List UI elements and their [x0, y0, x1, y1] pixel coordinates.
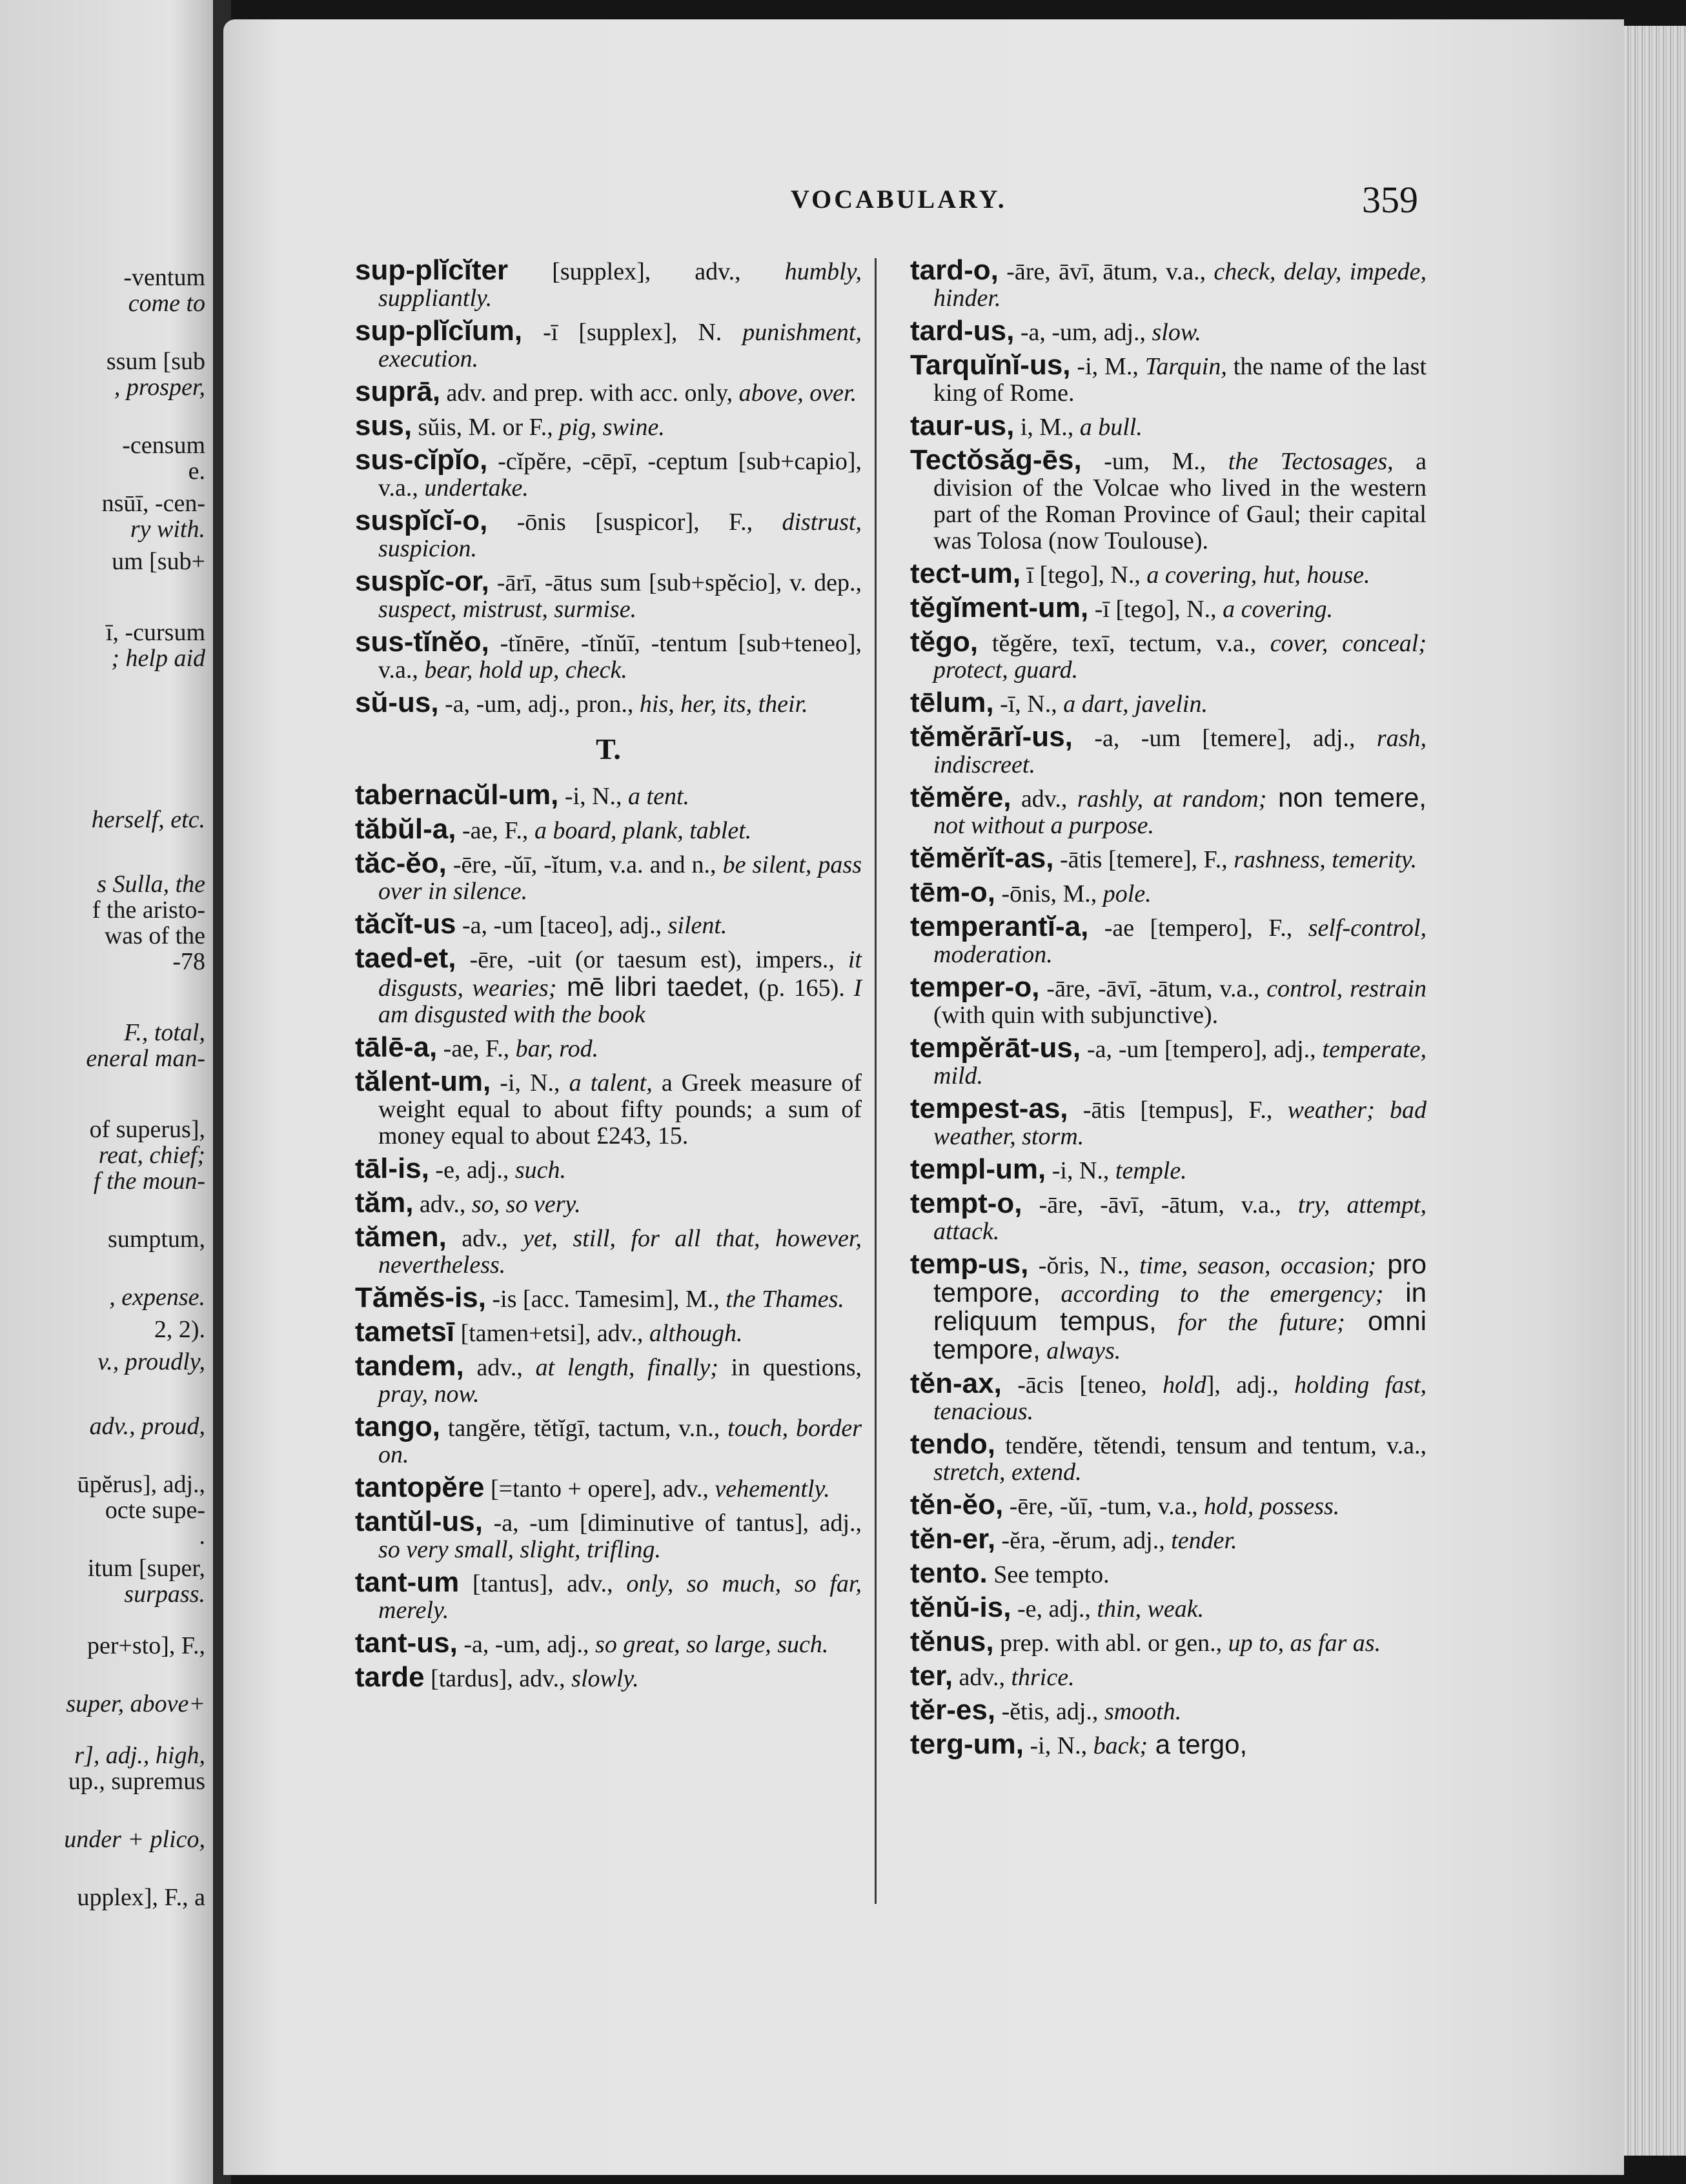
grammar-info: -tĭnēre, -tĭnŭī, -tentum [sub+teneo], v.a., [378, 630, 862, 683]
translation: tender. [1171, 1527, 1237, 1554]
headword: Tămĕs-is, [355, 1282, 486, 1313]
dictionary-entry [910, 1557, 1427, 1589]
headword: tantŭl-us, [355, 1506, 483, 1537]
headword: terg-um, [910, 1728, 1024, 1760]
grammar-info: -a, -um, adj., [1014, 319, 1152, 346]
headword: tant-us, [355, 1627, 458, 1659]
grammar-info: -i, M., [1070, 353, 1145, 380]
grammar-info: -e, adj., [429, 1157, 515, 1184]
dictionary-entry [910, 876, 1427, 908]
translation: the Thames. [726, 1286, 844, 1313]
translation: such. [514, 1157, 567, 1184]
headword: Tectŏsăg-ēs, [910, 444, 1082, 476]
grammar-info: [tardus], adv., [424, 1665, 572, 1692]
dictionary-entry [355, 908, 862, 940]
grammar-info: -cĭpĕre, -cēpī, -ceptum [sub+capio], v.a., [378, 448, 862, 501]
dictionary-entry [910, 1491, 1427, 1520]
definition-text: ], adj., [1206, 1371, 1295, 1399]
left-page-text-line: upplex], F., a [77, 1884, 205, 1911]
translation: a covering, hut, house. [1146, 561, 1370, 589]
headword: sup-plĭcĭter [355, 254, 509, 286]
phrase: omni tempore, [933, 1306, 1427, 1364]
dictionary-entry [355, 1068, 862, 1149]
dictionary-entry [355, 1627, 862, 1659]
headword: tendo, [910, 1428, 995, 1460]
left-page-text-line: -ventum [123, 264, 205, 291]
dictionary-entry [355, 1508, 862, 1563]
dictionary-entry [355, 1031, 862, 1063]
grammar-info: adv., [413, 1191, 472, 1218]
left-page-text-line: octe supe- [105, 1497, 205, 1524]
translation: thrice. [1011, 1664, 1075, 1691]
translation: temperate, mild. [933, 1036, 1427, 1089]
headword: temp-us, [910, 1248, 1029, 1280]
left-page-text-line: v., proudly, [97, 1348, 205, 1375]
grammar-info: -ae, F., [456, 817, 534, 844]
translation: according to the emergency; [1040, 1280, 1384, 1308]
grammar-info: -ēre, -ŭī, -ĭtum, v.a. and n., [446, 851, 723, 878]
left-page-text-line: ī, -cursum [105, 619, 205, 646]
translation: suspect, mistrust, surmise. [378, 596, 637, 623]
dictionary-entry [355, 254, 862, 312]
headword: suspĭcĭ-o, [355, 505, 488, 536]
column-divider [875, 258, 877, 1904]
phrase: in reliquum tempus, [933, 1277, 1427, 1336]
dictionary-entry [355, 779, 862, 811]
headword: tametsī [355, 1316, 455, 1348]
left-page-text-line: eneral man- [86, 1045, 205, 1072]
headword: tard-us, [910, 315, 1015, 347]
translation: punishment, execution. [378, 319, 862, 372]
grammar-info: prep. with abl. or gen., [993, 1630, 1228, 1657]
headword: tēm-o, [910, 876, 995, 908]
headword: tect-um, [910, 558, 1021, 589]
headword: tĕn-ĕo, [910, 1489, 1004, 1521]
grammar-info: -ārī, -ātus sum [sub+spĕcio], v. dep., [489, 569, 862, 596]
left-page-text-line: super, above+ [66, 1690, 205, 1717]
headword: tĕn-ax, [910, 1368, 1002, 1399]
dictionary-entry [910, 1523, 1427, 1555]
translation: be silent, pass over in silence. [378, 851, 862, 905]
left-page-text-line: surpass. [124, 1581, 205, 1608]
grammar-info: -a, -um, adj., [457, 1631, 596, 1658]
grammar-info: [tantus], adv., [459, 1570, 627, 1597]
left-page-text-line: e. [188, 458, 205, 485]
translation: smooth. [1104, 1698, 1182, 1725]
translation: temple. [1115, 1157, 1187, 1184]
left-page-text-line: itum [super, [87, 1555, 205, 1582]
dictionary-entry [355, 412, 862, 441]
left-page-text-line: . [199, 1522, 205, 1550]
grammar-info: -ī, N., [993, 691, 1064, 718]
translation: humbly, suppliantly. [378, 258, 862, 312]
translation: Tarquin, [1144, 353, 1227, 380]
dictionary-entry [355, 813, 862, 845]
headword: taed-et, [355, 942, 456, 974]
left-page-text-line: herself, etc. [91, 806, 205, 833]
translation: at length, finally; [535, 1354, 718, 1381]
translation: stretch, extend. [933, 1459, 1082, 1486]
dictionary-entry [355, 626, 862, 683]
grammar-info: tĕgĕre, texī, tectum, v.a., [978, 630, 1270, 657]
translation: it disgusts, wearies; [378, 946, 862, 1002]
headword: tĕmĕrĭt-as, [910, 842, 1054, 874]
grammar-info: -ĕtis, adj., [995, 1698, 1104, 1725]
dictionary-entry [910, 560, 1427, 589]
dictionary-entry [355, 1566, 862, 1624]
dictionary-entry [910, 1660, 1427, 1692]
translation: rashly, at random; [1077, 785, 1267, 813]
left-page-text-line: s Sulla, the [97, 871, 205, 898]
left-page-text-line: f the moun- [93, 1168, 205, 1195]
headword: suprā, [355, 376, 441, 407]
translation: bar, rod. [515, 1035, 599, 1062]
grammar-info: -ōnis [suspicor], F., [487, 509, 782, 536]
headword: tālē-a, [355, 1031, 438, 1063]
dictionary-entry [910, 1694, 1427, 1726]
translation: bear, hold up, check. [424, 656, 627, 683]
dictionary-entry [910, 1728, 1427, 1760]
headword: templ-um, [910, 1153, 1046, 1185]
dictionary-entry [355, 1413, 862, 1468]
headword: tant-um [355, 1566, 460, 1598]
grammar-info: -ātis [temere], F., [1053, 846, 1234, 873]
grammar-info: -ēre, -uit (or taesum est), impers., [456, 946, 848, 973]
headword: tĕnŭ-is, [910, 1592, 1011, 1623]
translation: always. [1040, 1337, 1121, 1364]
headword: tantopĕre [355, 1471, 485, 1503]
left-page-text-line: was of the [104, 922, 205, 949]
headword: tēlum, [910, 687, 994, 718]
grammar-info: -e, adj., [1011, 1595, 1097, 1623]
translation: check, delay, impede, hinder. [933, 258, 1427, 312]
definition-text: (with quin with subjunctive). [933, 1002, 1219, 1029]
grammar-info: -ĕra, -ĕrum, adj., [995, 1527, 1172, 1554]
headword: tard-o, [910, 254, 999, 286]
translation: a covering. [1223, 596, 1334, 623]
left-page-text-line: nsūī, -cen- [101, 490, 205, 517]
headword: sus-tĭnĕo, [355, 626, 489, 658]
right-column [910, 254, 1427, 1765]
grammar-info: -ī [supplex], N. [522, 319, 743, 346]
headword: temperantĭ-a, [910, 911, 1089, 942]
translation: touch, border on. [378, 1415, 862, 1468]
section-letter: T. [596, 733, 621, 765]
grammar-info: -i, N., [558, 783, 629, 810]
grammar-info: i, M., [1014, 414, 1080, 441]
grammar-info: -i, N., [1046, 1157, 1115, 1184]
left-page-text-line: F., total, [124, 1019, 205, 1046]
headword: tăc-ĕo, [355, 847, 447, 879]
headword: tăcĭt-us [355, 908, 456, 940]
translation: above, over. [738, 379, 857, 407]
grammar-info: -ēre, -ŭī, -tum, v.a., [1003, 1493, 1204, 1520]
grammar-info: -āre, -āvī, -ātum, v.a., [1039, 975, 1267, 1002]
translation: a tent. [628, 783, 690, 810]
translation: so, so very. [471, 1191, 581, 1218]
headword: tĕn-er, [910, 1523, 996, 1555]
left-page-text-line: f the aristo- [92, 896, 205, 924]
headword: sŭ-us, [355, 687, 439, 718]
grammar-info: adv., [463, 1354, 536, 1381]
dictionary-entry [910, 1370, 1427, 1425]
translation: control, restrain [1266, 975, 1427, 1002]
dictionary-entry [355, 942, 862, 1028]
dictionary-entry [910, 1628, 1427, 1657]
dictionary-entry [355, 565, 862, 623]
left-column [355, 254, 862, 1698]
definition-text: a division of the Volcae who lived in the western part of the Roman Province of Gaul; their capital was Tolosa (now Toulouse). [933, 448, 1427, 554]
dictionary-entry [910, 1095, 1427, 1150]
grammar-info: -a, -um, adj., pron., [438, 691, 640, 718]
left-page-fragment [0, 0, 213, 2184]
left-page-text-line: ry with. [130, 516, 205, 543]
headword: tempest-as, [910, 1093, 1068, 1124]
translation: so great, so large, such. [595, 1631, 829, 1658]
grammar-info: -a, -um [diminutive of tantus], adj., [482, 1510, 862, 1537]
grammar-info: -ae, F., [437, 1035, 516, 1062]
grammar-info: [=tanto + opere], adv., [484, 1475, 715, 1502]
dictionary-entry [355, 1350, 862, 1408]
headword: tarde [355, 1661, 425, 1693]
headword: tĕr-es, [910, 1694, 996, 1726]
headword: temper-o, [910, 971, 1040, 1003]
grammar-info: tendĕre, tĕtendi, tensum and tentum, v.a., [995, 1432, 1427, 1459]
translation: vehemently. [715, 1475, 830, 1502]
dictionary-entry [910, 254, 1427, 312]
grammar-info: -a, -um [taceo], adj., [456, 912, 668, 939]
dictionary-entry [355, 507, 862, 562]
translation: not without a purpose. [933, 812, 1155, 839]
grammar-info: -āre, -āvī, -ātum, v.a., [1022, 1191, 1298, 1218]
grammar-info: -ŏris, N., [1028, 1252, 1140, 1279]
grammar-info: -ācis [teneo, [1001, 1371, 1163, 1399]
dictionary-entry [910, 1153, 1427, 1185]
dictionary-entry [355, 847, 862, 905]
dictionary-entry [910, 723, 1427, 778]
translation: although. [649, 1320, 743, 1347]
translation: hold [1163, 1371, 1206, 1399]
dictionary-entry [910, 349, 1427, 407]
translation: distrust, suspicion. [378, 509, 862, 562]
translation: the Tectosages, [1228, 448, 1394, 475]
dictionary-entry [355, 689, 862, 718]
headword: sus-cĭpĭo, [355, 444, 488, 476]
headword: tempt-o, [910, 1188, 1022, 1219]
dictionary-entry [910, 412, 1427, 441]
grammar-info: [tamen+etsi], adv., [454, 1320, 649, 1347]
definition-text: the name of the last king of Rome. [933, 353, 1427, 407]
left-page-text-line: r], adj., high, [74, 1742, 205, 1769]
headword: tălent-um, [355, 1066, 491, 1097]
grammar-info: -āre, āvī, ātum, v.a., [998, 258, 1214, 285]
left-page-text-line: come to [128, 290, 205, 317]
left-page-text-line: per+sto], F., [86, 1632, 205, 1659]
grammar-info: tangĕre, tĕtĭgī, tactum, v.n., [440, 1415, 728, 1442]
left-page-text-line: 2, 2). [154, 1316, 205, 1343]
dictionary-entry [910, 315, 1427, 347]
translation: pole. [1102, 880, 1152, 907]
left-page-text-line: -censum [122, 432, 205, 459]
left-page-text-line: ; help aid [111, 645, 205, 672]
headword: tāl-is, [355, 1153, 429, 1184]
headword: tăm, [355, 1187, 414, 1218]
translation: a talent, [569, 1069, 653, 1097]
grammar-info: -ī [tego], N., [1088, 596, 1223, 623]
page-edges [1624, 26, 1686, 2156]
headword: sup-plĭcĭum, [355, 315, 523, 347]
dictionary-entry [910, 594, 1427, 623]
headword: tento. [910, 1557, 988, 1589]
translation: silent. [667, 912, 727, 939]
dictionary-entry [355, 1661, 862, 1693]
grammar-info: -i, N., [1024, 1732, 1093, 1759]
grammar-info: ī [tego], N., [1021, 561, 1147, 589]
headword: taur-us, [910, 410, 1015, 441]
dictionary-entry [910, 1594, 1427, 1623]
dictionary-entry [910, 626, 1427, 683]
translation: slow. [1152, 319, 1201, 346]
page-number: 359 [1362, 179, 1418, 221]
translation: a dart, javelin. [1063, 691, 1208, 718]
dictionary-entry [910, 689, 1427, 718]
translation: rash, indiscreet. [933, 725, 1427, 778]
grammar-info: adv., [1011, 785, 1077, 813]
grammar-info: adv. and prep. with acc. only, [440, 379, 739, 407]
left-page-text-line: um [sub+ [112, 548, 205, 575]
dictionary-entry [910, 971, 1427, 1029]
dictionary-entry [355, 378, 862, 407]
dictionary-entry [910, 1248, 1427, 1364]
phrase: pro tempore, [933, 1249, 1427, 1308]
dictionary-entry [910, 784, 1427, 839]
translation: for the future; [1156, 1309, 1345, 1336]
translation: undertake. [424, 474, 529, 501]
grammar-info: adv., [446, 1225, 523, 1252]
translation: hold, possess. [1204, 1493, 1340, 1520]
left-page-text-line: -78 [172, 948, 205, 975]
headword: suspĭc-or, [355, 565, 489, 597]
headword: tĕgĭment-um, [910, 592, 1089, 623]
grammar-info: -um, M., [1081, 448, 1228, 475]
grammar-info: sŭis, M. or F., [412, 414, 560, 441]
grammar-info: -is [acc. Tamesim], M., [485, 1286, 726, 1313]
translation: pray, now. [378, 1380, 480, 1408]
grammar-info: -ōnis, M., [995, 880, 1103, 907]
translation: self-control, moderation. [933, 915, 1427, 968]
headword: sus, [355, 410, 412, 441]
dictionary-entry [910, 1428, 1427, 1486]
translation: pig, swine. [559, 414, 665, 441]
left-page-text-line: ssum [sub [106, 348, 205, 375]
translation: time, season, occasion; [1139, 1252, 1376, 1279]
translation: rashness, temerity. [1234, 846, 1417, 873]
translation: a board, plank, tablet. [534, 817, 752, 844]
dictionary-entry [355, 1221, 862, 1279]
dictionary-entry [910, 913, 1427, 968]
grammar-info: See tempto. [987, 1561, 1110, 1588]
dictionary-entry [355, 1189, 862, 1218]
headword: tĕnus, [910, 1626, 994, 1657]
dictionary-entry [355, 1316, 862, 1348]
grammar-info: -ātis [tempus], F., [1068, 1097, 1288, 1124]
translation: back; [1093, 1732, 1148, 1759]
grammar-info: -ae [tempero], F., [1088, 915, 1308, 942]
translation: thin, weak. [1097, 1595, 1204, 1623]
left-page-text-line: reat, chief; [98, 1142, 205, 1169]
headword: Tarquĭnĭ-us, [910, 349, 1071, 381]
headword: tĕmĕrārĭ-us, [910, 721, 1073, 753]
grammar-info: -a, -um [temere], adj., [1072, 725, 1377, 752]
running-title: VOCABULARY. [791, 185, 1007, 214]
left-page-text-line: up., supremus [68, 1768, 205, 1795]
left-page-text-line: of superus], [89, 1116, 205, 1143]
translation: a bull. [1079, 414, 1143, 441]
definition-text: a Greek measure of weight equal to about fifty pounds; a sum of money equal to about £243, 15. [378, 1069, 862, 1149]
translation: his, her, its, their. [639, 691, 808, 718]
dictionary-entry [355, 315, 862, 372]
grammar-info: -i, N., [491, 1069, 569, 1097]
headword: tămen, [355, 1221, 447, 1253]
translation: slowly. [571, 1665, 639, 1692]
dictionary-entry [910, 1190, 1427, 1245]
left-page-text-line: adv., proud, [89, 1413, 205, 1440]
left-page-text-line: ūpĕrus], adj., [77, 1471, 205, 1498]
translation: yet, still, for all that, however, nevertheless. [378, 1225, 862, 1279]
translation: try, attempt, attack. [933, 1191, 1427, 1245]
translation: only, so much, so far, merely. [378, 1570, 862, 1624]
grammar-info: adv., [953, 1664, 1011, 1691]
headword: tăbŭl-a, [355, 813, 456, 845]
dictionary-entry [355, 444, 862, 501]
headword: tango, [355, 1411, 440, 1442]
definition-text: (p. 165). [749, 975, 845, 1002]
phrase: non temere, [1266, 782, 1427, 813]
grammar-info: -a, -um [tempero], adj., [1081, 1036, 1323, 1063]
dictionary-entry [355, 1155, 862, 1184]
headword: tempĕrāt-us, [910, 1032, 1081, 1064]
headword: tĕgo, [910, 626, 979, 658]
dictionary-entry [910, 842, 1427, 874]
definition-text: in questions, [718, 1354, 862, 1381]
phrase: mē libri taedet, [556, 971, 750, 1002]
translation: I am disgusted with the book [378, 975, 862, 1028]
left-page-text-line: sumptum, [108, 1226, 205, 1253]
left-page-text-line: under + plico, [64, 1826, 205, 1853]
translation: so very small, slight, trifling. [378, 1536, 662, 1563]
dictionary-entry [910, 444, 1427, 554]
headword: ter, [910, 1660, 953, 1692]
left-page-text-line: , expense. [109, 1284, 205, 1311]
headword: tĕmĕre, [910, 782, 1011, 813]
grammar-info: [supplex], adv., [508, 258, 785, 285]
headword: tabernacŭl-um, [355, 779, 559, 811]
translation: holding fast, tenacious. [933, 1371, 1427, 1425]
headword: tandem, [355, 1350, 464, 1382]
dictionary-entry [910, 1032, 1427, 1089]
translation: up to, as far as. [1228, 1630, 1381, 1657]
translation: weather; bad weather, storm. [933, 1097, 1427, 1150]
phrase: a tergo, [1148, 1729, 1248, 1759]
dictionary-entry [355, 1284, 862, 1313]
left-page-text-line: , prosper, [114, 374, 205, 401]
dictionary-entry [355, 1471, 862, 1503]
translation: cover, conceal; protect, guard. [933, 630, 1427, 683]
